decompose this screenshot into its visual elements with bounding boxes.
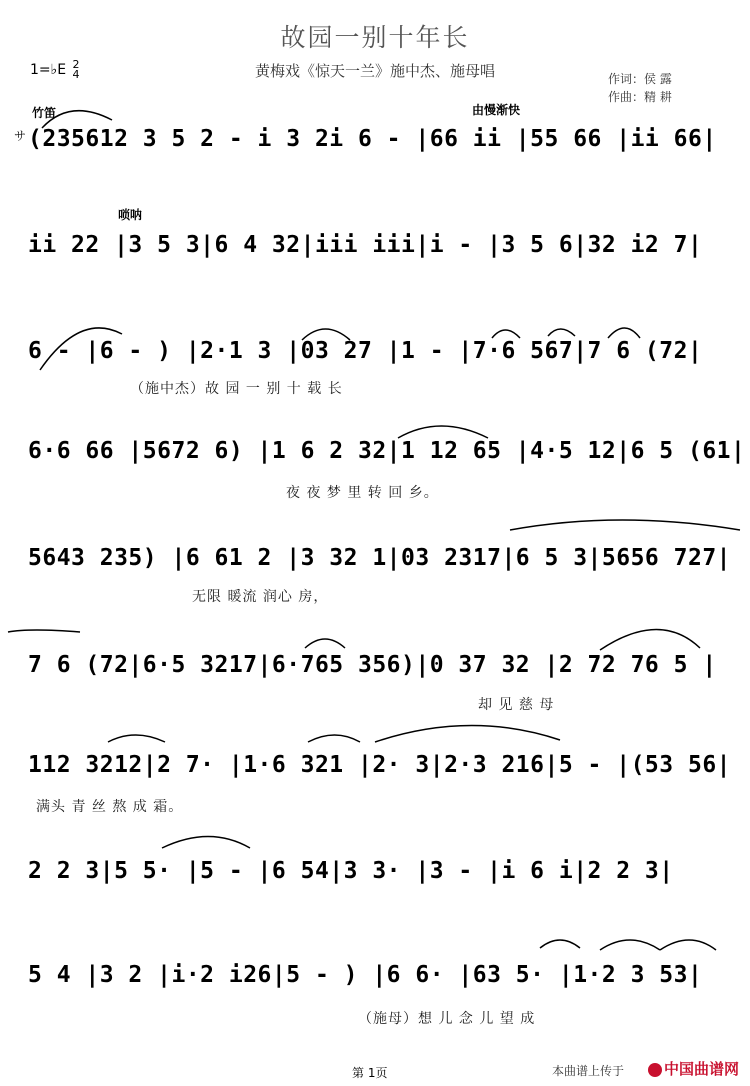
time-top: 2 [72,58,80,71]
lyric-line-5: 满头 青 丝 熬 成 霜。 [36,799,184,815]
tempo-mark: 由慢渐快 [472,103,521,117]
flute-mark: 竹笛 [32,106,57,120]
suona-mark: 唢呐 [118,208,143,222]
subtitle: 黄梅戏《惊天一兰》施中杰、施母唱 [254,62,495,80]
logo-icon [648,1063,662,1077]
staff-line-2: ii 22 |3 5 3|6 4 32|iii iii|i - |3 5 6|32 i2 7| [28,232,703,258]
lyric-line-3: 无限 暖流 润心 房， [192,589,329,605]
sanban-mark: サ [14,129,27,143]
time-bottom: 4 [72,68,80,81]
lyric-line-4: 却 见 慈 母 [478,697,555,713]
staff-line-5: 5643 235) |6 61 2 |3 32 1|03 2317|6 5 3|5656 727| [28,545,732,571]
lyric-line-1: （施中杰）故 园 一 别 十 载 长 [130,381,343,397]
lyricist-credit: 作词：侯 露 [608,72,672,86]
page-title: 故园一别十年长 [280,23,470,52]
key-label: 1= [30,62,51,78]
staff-line-7: 112 3212|2 7· |1·6 321 |2· 3|2·3 216|5 - |(53 56| [28,752,732,778]
staff-line-4: 6·6 66 |5672 6) |1 6 2 32|1 12 65 |4·5 12|6 5 (61| [28,438,746,464]
lyric-line-2: 夜 夜 梦 里 转 回 乡。 [286,485,439,501]
site-logo [648,1058,739,1079]
key-flat: ♭E [50,62,67,78]
staff-line-8: 2 2 3|5 5· |5 - |6 54|3 3· |3 - |i 6 i|2 2 3| [28,858,674,884]
staff-line-1: (235612 3 5 2 - i 3 2i 6 - |66 ii |55 66 |ii 66| [28,126,717,152]
staff-line-6: 7 6 (72|6·5 3217|6·765 356)|0 37 32 |2 72 76 5 | [28,652,717,678]
staff-line-9: 5 4 |3 2 |i·2 i26|5 - ) |6 6· |63 5· |1·2 3 53| [28,962,703,988]
staff-line-3: 6 - |6 - ) |2·1 3 |03 27 |1 - |7·6 567|7 6 (72| [28,338,703,364]
site-name: 中国曲谱网 [664,1060,740,1078]
lyric-line-6: （施母）想 儿 念 儿 望 成 [358,1011,536,1027]
upload-note: 本曲谱上传于 [552,1064,625,1078]
composer-credit: 作曲：精 耕 [608,90,672,104]
page-number: 第 1页 [352,1066,388,1080]
